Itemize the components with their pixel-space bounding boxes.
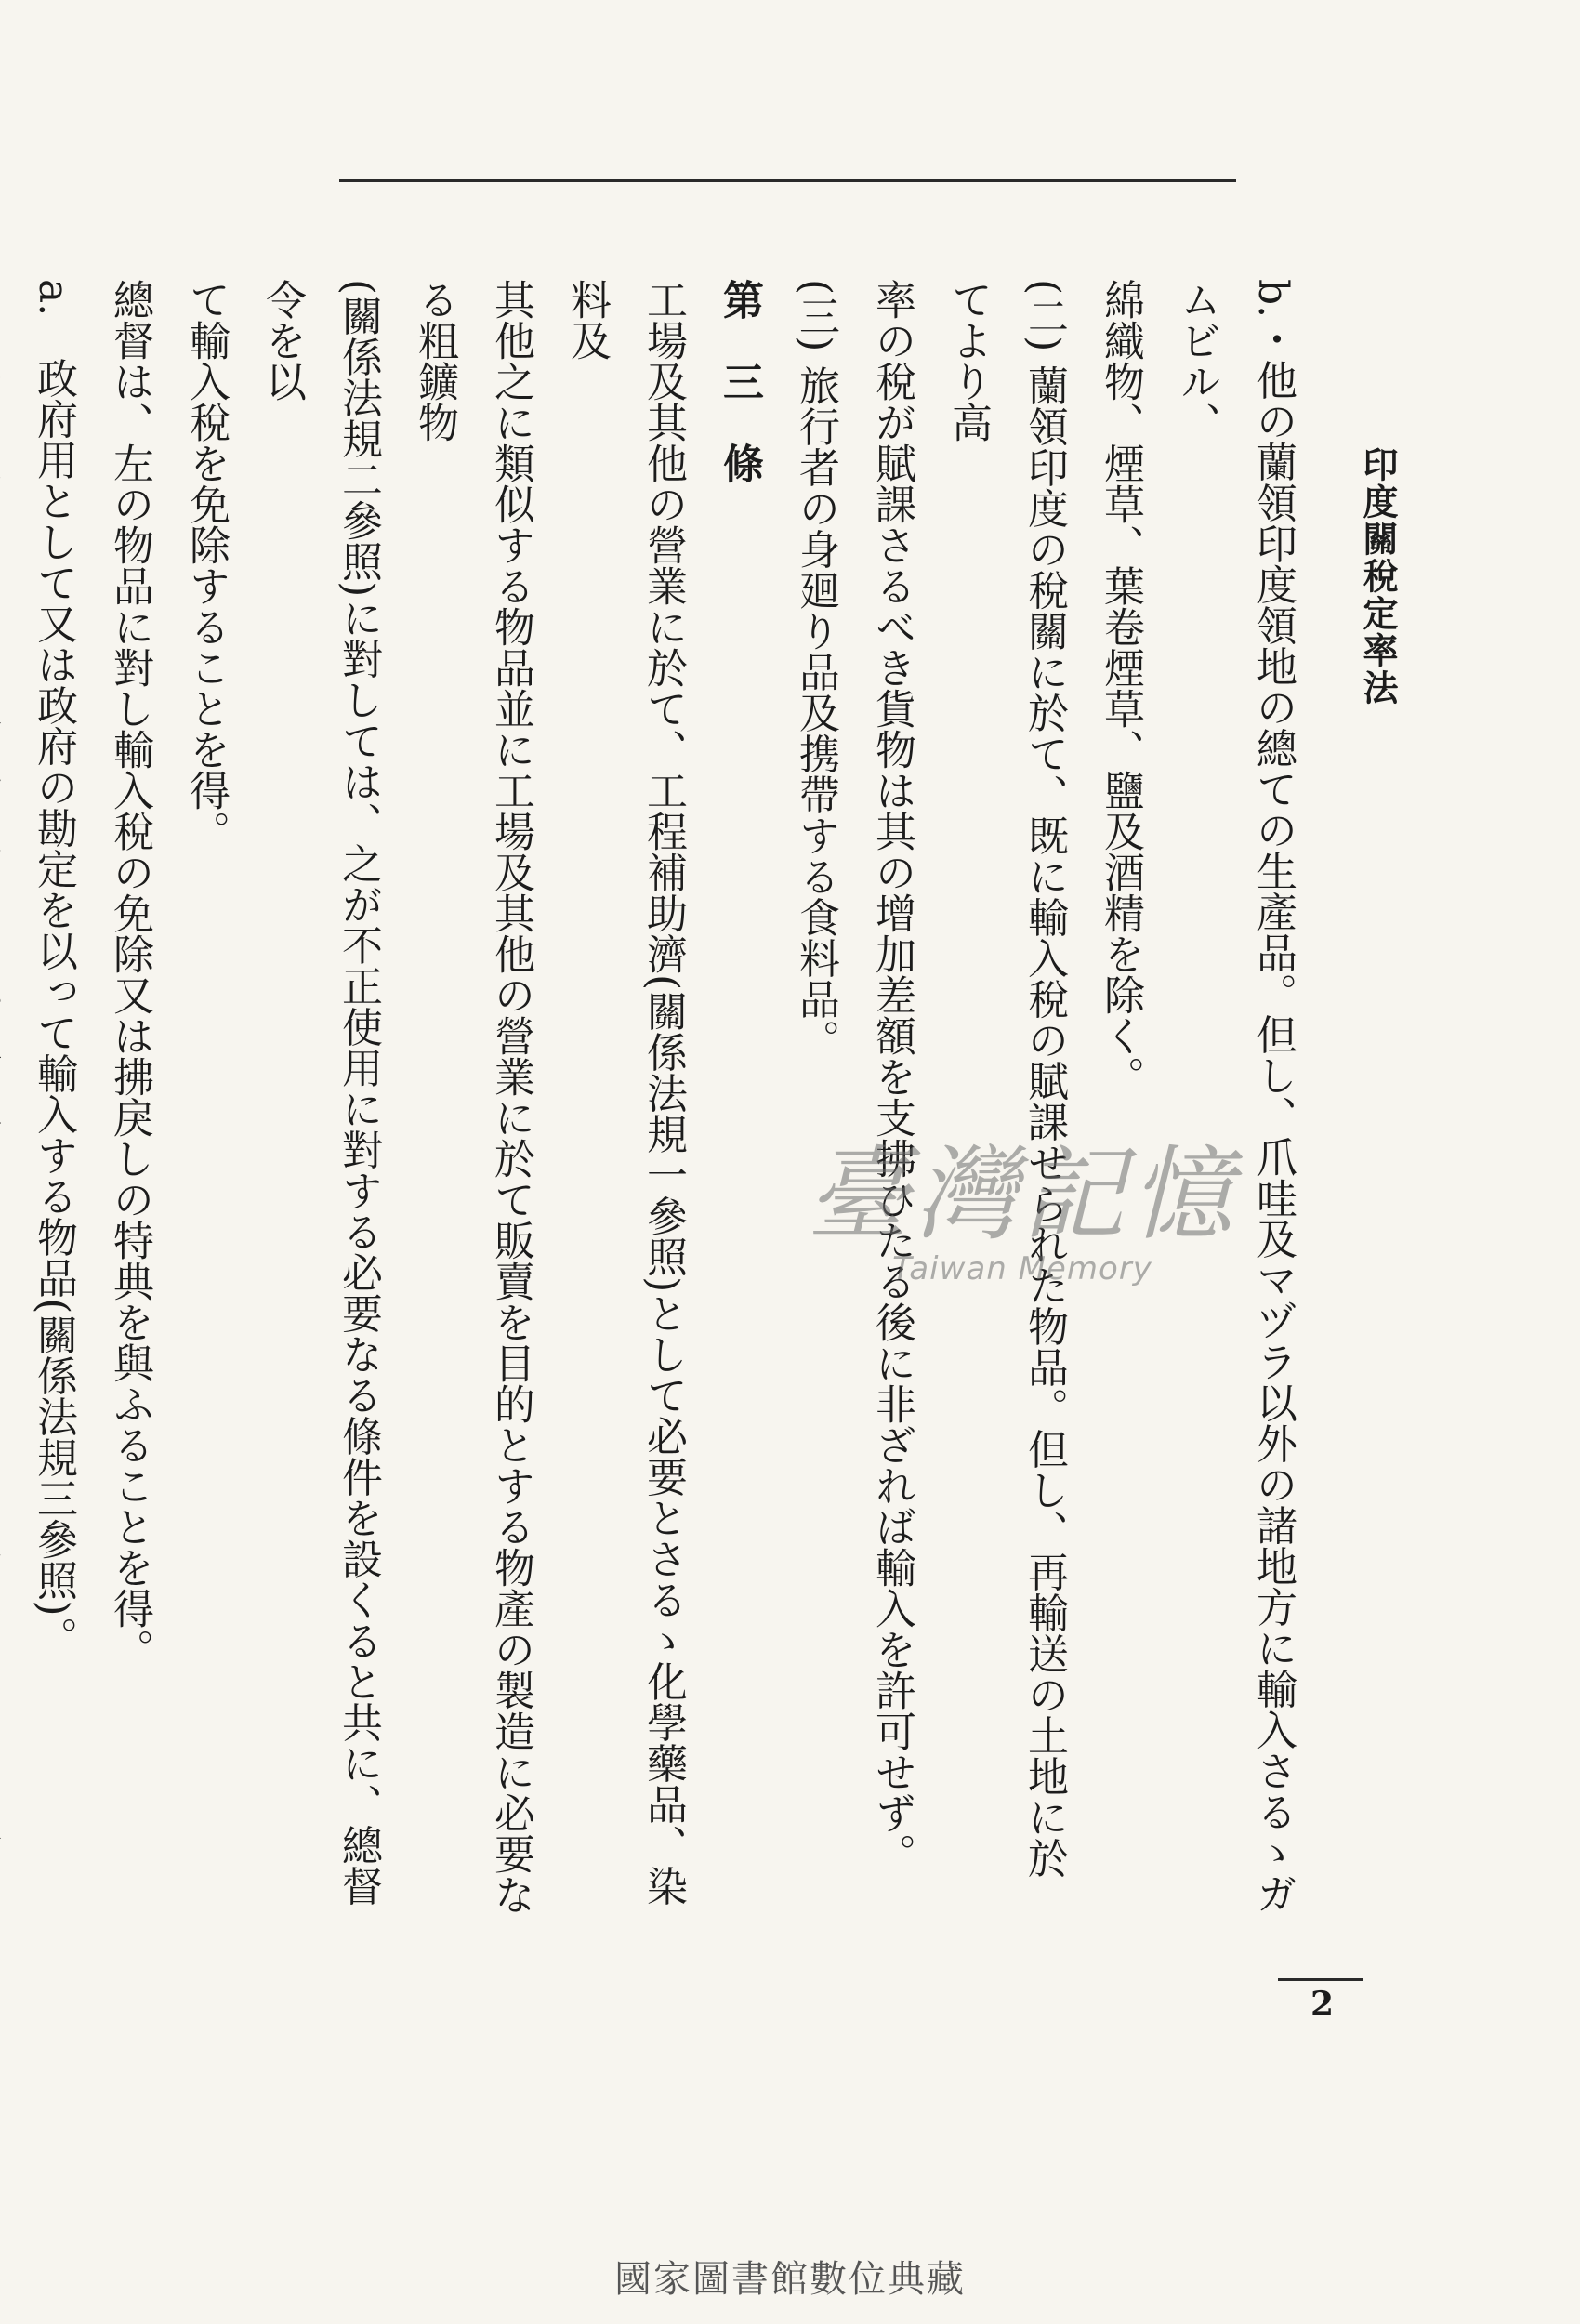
watermark (762, 1135, 1283, 1287)
top-rule (339, 179, 1236, 182)
footer-credit: 國家圖書館數位典藏 (614, 2258, 966, 2301)
text-column: b.・他の蘭領印度領地の總ての生產品。但し、爪哇及マヅラ以外の諸地方に輸入さるゝガムビル、 (1173, 279, 1297, 1914)
text-column: (三) 旅行者の身廻り品及携帶する食料品。 (792, 279, 839, 1061)
article-heading: 第 三 條 (716, 279, 763, 483)
text-column: (二) 蘭領印度の稅關に於て、既に輸入稅の賦課せられた物品。但し、再輸送の土地に於てより高 (944, 279, 1068, 1879)
running-head: 印度關稅定率法 (1357, 446, 1399, 706)
page-number: 2 (1310, 1985, 1335, 2024)
body-text (30, 279, 1310, 1915)
text-column: て輸入稅を免除することを得。 (182, 279, 230, 852)
text-column: (關係法規二參照)に對しては、之が不正使用に對する必要なる條件を設くると共に、總督令を以 (258, 279, 382, 1907)
page-number-rule (1278, 1978, 1363, 1981)
watermark-subtext: Taiwan Memory (892, 1250, 1152, 1287)
text-column (0, 279, 15, 1915)
watermark-text: 臺灣記憶 (807, 1135, 1238, 1254)
text-column: 工場及其他の營業に於て、工程補助濟(關係法規一參照)として必要とさるゝ化學藥品、染料及 (563, 279, 687, 1907)
text-column: 總督は、左の物品に對し輸入稅の免除又は拂戾しの特典を與ふることを得。 (106, 279, 153, 1670)
text-column: 率の稅が賦課さるべき貨物は其の增加差額を支拂ひたる後に非ざれば輸入を許可せず。 (868, 279, 915, 1874)
text-column: 其他之に類似する物品並に工場及其他の營業に於て販賣を目的とする物產の製造に必要なる粗鑛物 (411, 279, 534, 1915)
text-column: 綿織物、煙草、葉卷煙草、鹽及酒精を除く。 (1097, 279, 1144, 1097)
text-column: a. 政府用として又は政府の勘定を以って輸入する物品(關係法規三參照)。 (30, 279, 77, 1657)
